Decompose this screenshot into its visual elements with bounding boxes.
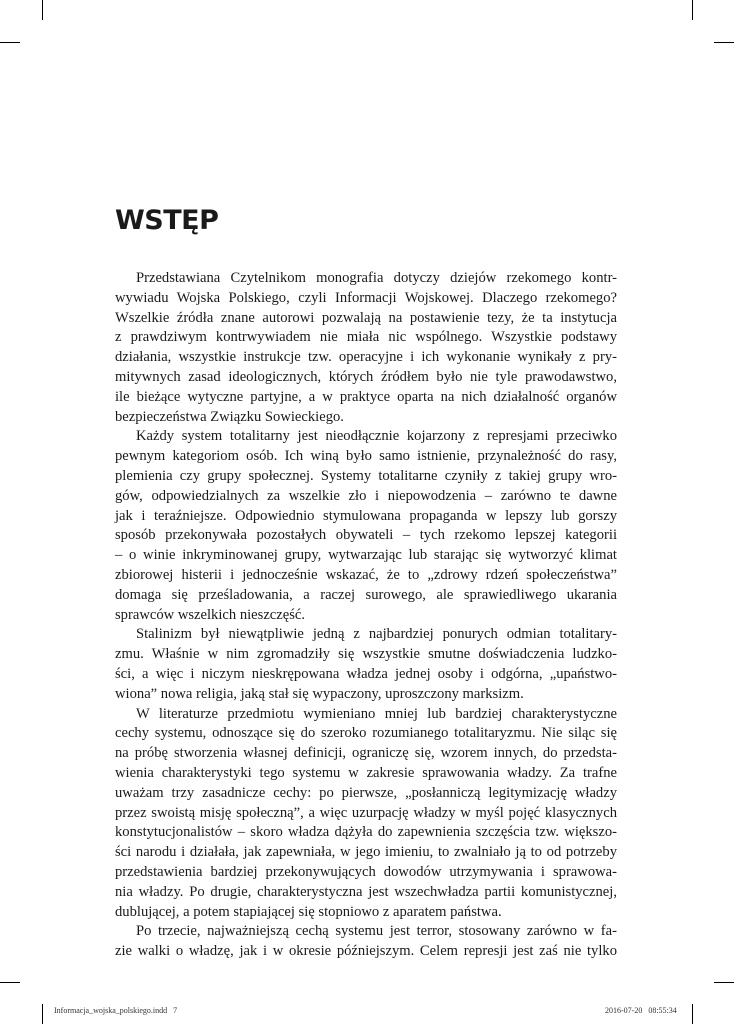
text-line: Każdy system totalitarny jest nieodłącznie kojarzony z represjami przeciwko [136, 428, 617, 445]
text-line: Stalinizm był niewątpliwie jedną z najbardziej ponurych odmian totalitary- [136, 626, 617, 643]
text-line: ści, a więc i niczym nieskrępowana władza jednej osoby i odgórna, „upaństwo- [115, 665, 617, 682]
slug-datetime: 2016-07-20 08:55:34 [605, 1006, 677, 1015]
text-line: działania, wszystkie instrukcje tzw. operacyjne i ich wykonanie wynikały z pry- [115, 349, 617, 366]
text-line: wiona” nowa religia, jaką stał się wypaczony, uproszczony marksizm. [115, 685, 524, 702]
crop-mark-bottom-left [42, 1004, 43, 1024]
text-line: z prawdziwym kontrwywiadem nie miała nic wspólnego. Wszystkie podstawy [115, 329, 617, 346]
text-line: uważam trzy zasadnicze cechy: po pierwsze, „posłanniczą legitymizację władzy [115, 784, 617, 801]
crop-mark-bottom-right [692, 1004, 693, 1024]
crop-mark-bottom-left-h [0, 982, 20, 983]
body-text [115, 269, 617, 962]
text-line: dublującej, a potem stapiającej się stopniowo z aparatem państwa. [115, 903, 502, 920]
text-line: konstytucjonalistów – skoro władza dążyła do zapewnienia szczęścia tzw. większo- [115, 824, 617, 841]
text-line: sprawców wszelkich nieszczęść. [115, 606, 306, 623]
crop-mark-top-right [692, 0, 693, 20]
crop-mark-top-left [42, 0, 43, 20]
chapter-heading: WSTĘP [115, 205, 219, 236]
text-line: nia władzy. Po drugie, charakterystyczna jest wszechwładza partii komunistycznej, [115, 883, 617, 900]
text-line: cechy systemu, odnoszące się do szeroko rozumianego totalitaryzmu. Nie siląc się [115, 725, 617, 742]
text-line: ile bieżące wytyczne partyjne, a w praktyce oparta na nich działalność organów [115, 388, 617, 405]
text-line: pewnym kategoriom osób. Ich winą było samo istnienie, przynależność do rasy, [115, 448, 617, 465]
text-line: wienia charakterystyki tego systemu w zakresie sprawowania władzy. Za trafne [115, 764, 617, 781]
text-line: na próbę stworzenia własnej definicji, ograniczę się, wzorem innych, do przedsta- [115, 745, 617, 762]
text-line: jak i teraźniejsze. Odpowiednio stymulowana propaganda w lepszy lub gorszy [115, 507, 617, 524]
crop-mark-top-right-h [714, 42, 734, 43]
text-line: gów, odpowiedzialnych za wszelkie zło i niepowodzenia – zarówno te dawne [115, 487, 617, 504]
text-line: sposób przekonywała pozostałych obywateli – tych rzekomo lepszej kategorii [115, 527, 617, 544]
text-line: zmu. Właśnie w nim zgromadziły się wszystkie smutne doświadczenia ludzko- [115, 646, 617, 663]
text-line: ści narodu i działała, jak zapewniała, w jego imieniu, to zwalniało ją to od potrzeby [115, 844, 617, 861]
text-line: zbiorowej histerii i jednocześnie wskazać, że to „zdrowy rdzeń społeczeństwa” [115, 566, 617, 583]
text-line: Przedstawiana Czytelnikom monografia dotyczy dziejów rzekomego kontr- [136, 270, 617, 286]
text-line: Wszelkie źródła znane autorowi pozwalają na postawienie tezy, że ta instytucja [115, 309, 617, 326]
text-line: zie walki o władzę, jak i w okresie późniejszym. Celem represji jest zaś nie tylko [115, 943, 617, 960]
text-line: plemienia czy grupy społecznej. Systemy totalitarne czyniły z takiej grupy wro- [115, 467, 617, 484]
text-line: domaga się prześladowania, a raczej surowego, ale sprawiedliwego ukarania [115, 586, 617, 603]
text-line: – o winie inkryminowanej grupy, wytwarzając lub starając się wytworzyć klimat [115, 547, 617, 564]
text-line: Po trzecie, najważniejszą cechą systemu jest terror, stosowany zarówno w fa- [136, 923, 617, 940]
text-line: przedstawienia bardziej przekonywujących dowodów utrzymywania i sprawowa- [115, 863, 617, 880]
crop-mark-bottom-right-h [714, 982, 734, 983]
crop-mark-top-left-h [0, 42, 20, 43]
text-line: mitywnych zasad ideologicznych, których źródłem było nie tyle prawodawstwo, [115, 368, 617, 385]
text-line: W literaturze przedmiotu wymieniano mniej lub bardziej charakterystyczne [136, 705, 617, 722]
text-line: przez swoistą misję społeczną”, a więc uzurpację władzy w myśl pojęć klasycznych [115, 804, 617, 821]
slug-filename: Informacja_wojska_polskiego.indd 7 [54, 1006, 178, 1015]
text-line: bezpieczeństwa Związku Sowieckiego. [115, 408, 344, 425]
text-line: wywiadu Wojska Polskiego, czyli Informacji Wojskowej. Dlaczego rzekomego? [115, 289, 617, 306]
